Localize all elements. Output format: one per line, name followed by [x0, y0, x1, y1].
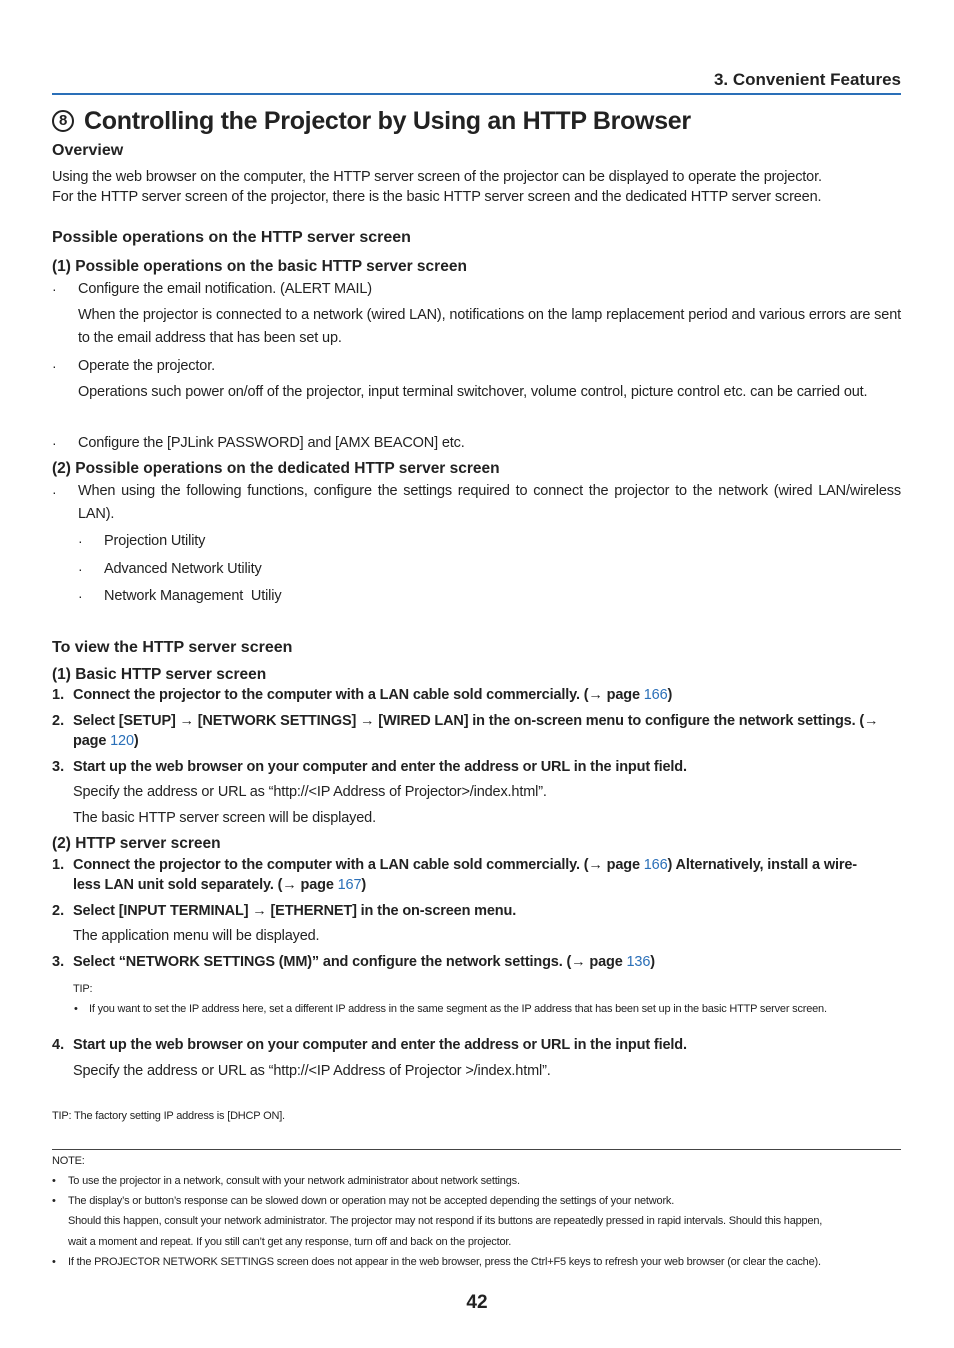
basic-op-pjlink: Configure the [PJLink PASSWORD] and [AMX BEACON] etc.: [78, 435, 465, 451]
bullet: ·: [52, 484, 57, 500]
list-item: Network Management Utiliy: [104, 588, 282, 604]
server-step-2: Select [INPUT TERMINAL] → [ETHERNET] in the on-screen menu.: [73, 903, 517, 919]
step-text-end: ): [650, 954, 655, 970]
server-step-3: [73, 952, 655, 972]
page-link[interactable]: 136: [626, 954, 651, 970]
step-text: Connect the projector to the computer with a LAN cable sold commercially. (→ page: [73, 687, 644, 703]
step-number: 4.: [52, 1037, 65, 1053]
bullet: ·: [78, 588, 83, 604]
page-link[interactable]: 166: [643, 857, 668, 873]
note-item-2-line-1: The display’s or button’s response can be slowed down or operation may not be accepted depending the settings of your network.: [68, 1195, 675, 1207]
step-text: ) Alternatively, install a wire-: [667, 857, 857, 873]
bullet: ·: [78, 561, 83, 577]
step-number: 1.: [52, 687, 65, 703]
step-text-end: ): [133, 733, 139, 749]
possible-operations-heading: Possible operations on the HTTP server screen: [52, 229, 411, 246]
basic-op-alert-mail-detail: When the projector is connected to a network (wired LAN), notifications on the lamp replacement period and various errors are sent to the email address that has been set up.: [78, 307, 901, 346]
step-text-end: ): [361, 877, 367, 893]
chapter-header: 3. Convenient Features: [52, 70, 901, 95]
note-divider: [52, 1149, 901, 1150]
bullet: ·: [78, 533, 83, 549]
note-item-1: To use the projector in a network, consult with your network administrator about network settings.: [68, 1175, 520, 1187]
basic-op-alert-mail: Configure the email notification. (ALERT MAIL): [78, 281, 372, 297]
page-title: [52, 106, 691, 136]
page-link[interactable]: 120: [110, 733, 134, 749]
basic-step-3: Start up the web browser on your computer and enter the address or URL in the input field.: [73, 759, 687, 775]
dedicated-operations-heading: (2) Possible operations on the dedicated HTTP server screen: [52, 460, 500, 477]
server-step-1-line-2: [73, 875, 366, 895]
factory-tip: TIP: The factory setting IP address is [DHCP ON].: [52, 1110, 285, 1122]
bullet: •: [52, 1256, 56, 1268]
note-label: NOTE:: [52, 1155, 85, 1167]
tip-label: TIP:: [73, 983, 93, 995]
note-item-3: If the PROJECTOR NETWORK SETTINGS screen does not appear in the web browser, press the Ctrl+F5 keys to refresh your web browser (or clear the cache).: [68, 1256, 821, 1268]
bullet: •: [52, 1175, 56, 1187]
step-number: 1.: [52, 857, 65, 873]
http-server-heading: (2) HTTP server screen: [52, 835, 221, 852]
step-number: 3.: [52, 759, 65, 775]
basic-step-2-line-1: Select [SETUP] → [NETWORK SETTINGS] → [WIRED LAN] in the on-screen menu to configure the network settings. (→: [73, 713, 879, 729]
dedicated-op-description: When using the following functions, configure the settings required to connect the projector to the network (wired LAN/wireless LAN).: [78, 483, 901, 522]
note-item-2-line-3: wait a moment and repeat. If you still can’t get any response, turn off and back on the projector.: [68, 1236, 512, 1248]
page-number: 42: [466, 1292, 488, 1313]
bullet: •: [74, 1003, 78, 1015]
step-text: page: [73, 733, 111, 749]
basic-op-operate: Operate the projector.: [78, 358, 215, 374]
overview-line-1: Using the web browser on the computer, the HTTP server screen of the projector can be displayed to operate the projector.: [52, 169, 822, 185]
section-number-badge: 8: [52, 110, 74, 132]
basic-op-operate-detail: Operations such power on/off of the projector, input terminal switchover, volume control, picture control etc. can be carried out.: [78, 384, 868, 400]
list-item: Projection Utility: [104, 533, 206, 549]
page-link[interactable]: 167: [337, 877, 362, 893]
bullet: ·: [52, 435, 57, 451]
bullet: ·: [52, 281, 57, 297]
tip-text: If you want to set the IP address here, set a different IP address in the same segment as the IP address that has been set up in the basic HTTP server screen.: [89, 1003, 827, 1015]
basic-step-3-detail-1: Specify the address or URL as “http://<IP Address of Projector>/index.html”.: [73, 784, 547, 800]
overview-line-2: For the HTTP server screen of the projector, there is the basic HTTP server screen and the dedicated HTTP server screen.: [52, 189, 822, 205]
view-heading: To view the HTTP server screen: [52, 639, 293, 656]
server-step-4: Start up the web browser on your computer and enter the address or URL in the input field.: [73, 1037, 687, 1053]
step-text: Connect the projector to the computer with a LAN cable sold commercially. (→ page: [73, 857, 644, 873]
step-text-end: ): [667, 687, 673, 703]
bullet: •: [52, 1195, 56, 1207]
server-step-4-detail: Specify the address or URL as “http://<IP Address of Projector >/index.html”.: [73, 1063, 551, 1079]
basic-operations-heading: (1) Possible operations on the basic HTTP server screen: [52, 258, 467, 275]
basic-step-3-detail-2: The basic HTTP server screen will be displayed.: [73, 810, 376, 826]
server-step-1-line-1: [73, 855, 857, 875]
step-number: 3.: [52, 954, 65, 970]
page-title-text: Controlling the Projector by Using an HTTP Browser: [84, 107, 691, 135]
note-item-2-line-2: Should this happen, consult your network administrator. The projector may not respond if its buttons are repeatedly pressed in rapid intervals. Should this happen,: [68, 1215, 823, 1227]
step-number: 2.: [52, 903, 65, 919]
bullet: ·: [52, 358, 57, 374]
page-link[interactable]: 166: [643, 687, 668, 703]
overview-heading: Overview: [52, 142, 124, 159]
step-number: 2.: [52, 713, 65, 729]
list-item: Advanced Network Utility: [104, 561, 262, 577]
basic-step-2-line-2: [73, 731, 139, 751]
basic-step-1: [73, 685, 672, 705]
server-step-2-detail: The application menu will be displayed.: [73, 928, 320, 944]
step-text: Select “NETWORK SETTINGS (MM)” and configure the network settings. (→ page: [73, 954, 627, 970]
basic-server-heading: (1) Basic HTTP server screen: [52, 666, 267, 683]
step-text: less LAN unit sold separately. (→ page: [73, 877, 338, 893]
